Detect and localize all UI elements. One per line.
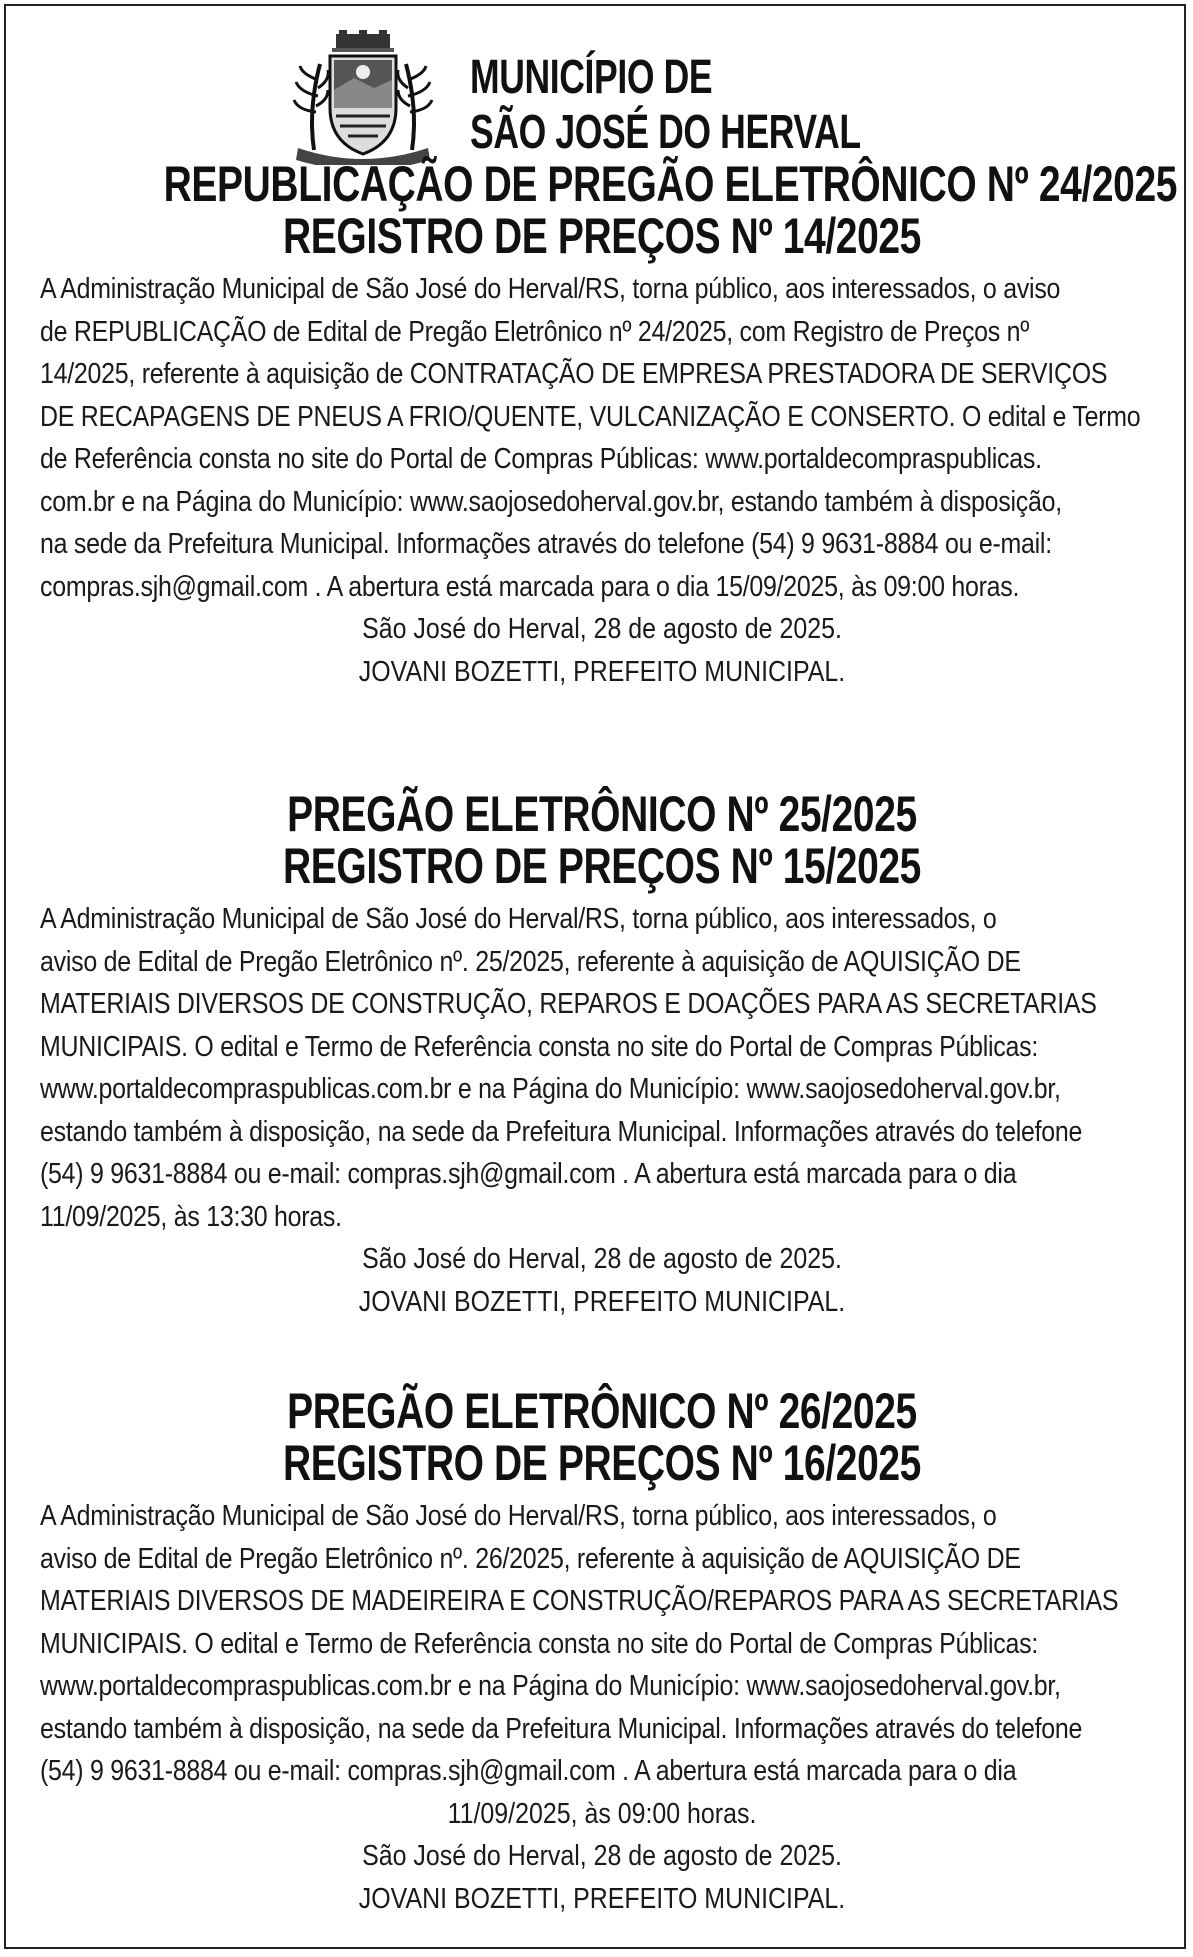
notice-1-line: na sede da Prefeitura Municipal. Informações através do telefone (54) 9 9631-8884 ou e-mail:: [40, 528, 1052, 560]
notice-2-title-2: REGISTRO DE PREÇOS Nº 15/2025: [283, 838, 921, 894]
notice-2-line: A Administração Municipal de São José do Herval/RS, torna público, aos interessados, o: [40, 903, 997, 935]
municipality-name: [470, 50, 861, 160]
municipality-line-1: MUNICÍPIO DE: [470, 51, 713, 104]
notice-frame: [4, 4, 1186, 1949]
notice-3-date: São José do Herval, 28 de agosto de 2025.: [362, 1840, 842, 1872]
coat-of-arms-icon: [284, 30, 442, 165]
notice-1-line: 14/2025, referente à aquisição de CONTRATAÇÃO DE EMPRESA PRESTADORA DE SERVIÇOS: [40, 358, 1108, 390]
notice-3-title-1: PREGÃO ELETRÔNICO Nº 26/2025: [287, 1383, 917, 1439]
notice-2-body: [40, 898, 1164, 1238]
notice-1: [40, 152, 1178, 693]
notice-3-signature: JOVANI BOZETTI, PREFEITO MUNICIPAL.: [358, 1882, 846, 1915]
notice-2-line: estando também à disposição, na sede da Prefeitura Municipal. Informações através do telefone: [40, 1115, 1083, 1148]
notice-1-line: compras.sjh@gmail.com . A abertura está marcada para o dia 15/09/2025, às 09:00 horas.: [40, 570, 1020, 603]
notice-1-body: [40, 268, 1164, 608]
notice-3: [40, 1379, 1164, 1920]
notice-3-line: estando também à disposição, na sede da Prefeitura Municipal. Informações através do telefone: [40, 1712, 1083, 1745]
notice-1-title-1: REPUBLICAÇÃO DE PREGÃO ELETRÔNICO Nº 24/2025: [163, 156, 1178, 212]
notice-1-date: São José do Herval, 28 de agosto de 2025.: [362, 613, 842, 645]
notice-1-signature: JOVANI BOZETTI, PREFEITO MUNICIPAL.: [358, 655, 846, 688]
notice-2-line: www.portaldecompraspublicas.com.br e na Página do Município: www.saojosedoherval.gov.br,: [40, 1073, 1061, 1105]
notice-3-line: MATERIAIS DIVERSOS DE MADEIREIRA E CONSTRUÇÃO/REPAROS PARA AS SECRETARIAS: [40, 1585, 1119, 1617]
notice-1-line: com.br e na Página do Município: www.saojosedoherval.gov.br, estando também à disposição,: [40, 485, 1062, 518]
notice-3-line: MUNICIPAIS. O edital e Termo de Referência consta no site do Portal de Compras Públicas:: [40, 1627, 1039, 1660]
notice-1-title-2: REGISTRO DE PREÇOS Nº 14/2025: [283, 208, 921, 264]
notice-2-line: (54) 9 9631-8884 ou e-mail: compras.sjh@gmail.com . A abertura está marcada para o dia: [40, 1158, 1017, 1190]
notice-2-line: MUNICIPAIS. O edital e Termo de Referência consta no site do Portal de Compras Públicas:: [40, 1030, 1039, 1063]
notice-2-date: São José do Herval, 28 de agosto de 2025.: [362, 1243, 842, 1275]
notice-1-line: DE RECAPAGENS DE PNEUS A FRIO/QUENTE, VULCANIZAÇÃO E CONSERTO. O edital e Termo: [40, 400, 1141, 433]
notice-2-signature: JOVANI BOZETTI, PREFEITO MUNICIPAL.: [358, 1285, 846, 1318]
notice-2: [40, 782, 1164, 1323]
notice-3-body: [40, 1495, 1164, 1793]
notice-2-title-1: PREGÃO ELETRÔNICO Nº 25/2025: [287, 786, 917, 842]
notice-3-line: www.portaldecompraspublicas.com.br e na Página do Município: www.saojosedoherval.gov.br,: [40, 1670, 1061, 1702]
notice-1-line: de REPUBLICAÇÃO de Edital de Pregão Eletrônico nº 24/2025, com Registro de Preços nº: [40, 315, 1030, 348]
notice-2-line: MATERIAIS DIVERSOS DE CONSTRUÇÃO, REPAROS E DOAÇÕES PARA AS SECRETARIAS: [40, 988, 1097, 1020]
notice-2-line: 11/09/2025, às 13:30 horas.: [40, 1200, 342, 1233]
notice-3-line: A Administração Municipal de São José do Herval/RS, torna público, aos interessados, o: [40, 1500, 997, 1532]
notice-3-line: aviso de Edital de Pregão Eletrônico nº. 26/2025, referente à aquisição de AQUISIÇÃO DE: [40, 1542, 1021, 1575]
header: [6, 30, 1184, 165]
municipality-line-2: SÃO JOSÉ DO HERVAL: [470, 106, 861, 159]
notice-3-time: 11/09/2025, às 09:00 horas.: [447, 1797, 757, 1830]
notice-3-title-2: REGISTRO DE PREÇOS Nº 16/2025: [283, 1435, 921, 1491]
notice-1-line: A Administração Municipal de São José do Herval/RS, torna público, aos interessados, o aviso: [40, 273, 1061, 305]
notice-1-line: de Referência consta no site do Portal de Compras Públicas: www.portaldecompraspublicas.: [40, 443, 1042, 475]
notice-2-line: aviso de Edital de Pregão Eletrônico nº. 25/2025, referente à aquisição de AQUISIÇÃO DE: [40, 945, 1021, 978]
notice-3-line: (54) 9 9631-8884 ou e-mail: compras.sjh@gmail.com . A abertura está marcada para o dia: [40, 1755, 1017, 1787]
